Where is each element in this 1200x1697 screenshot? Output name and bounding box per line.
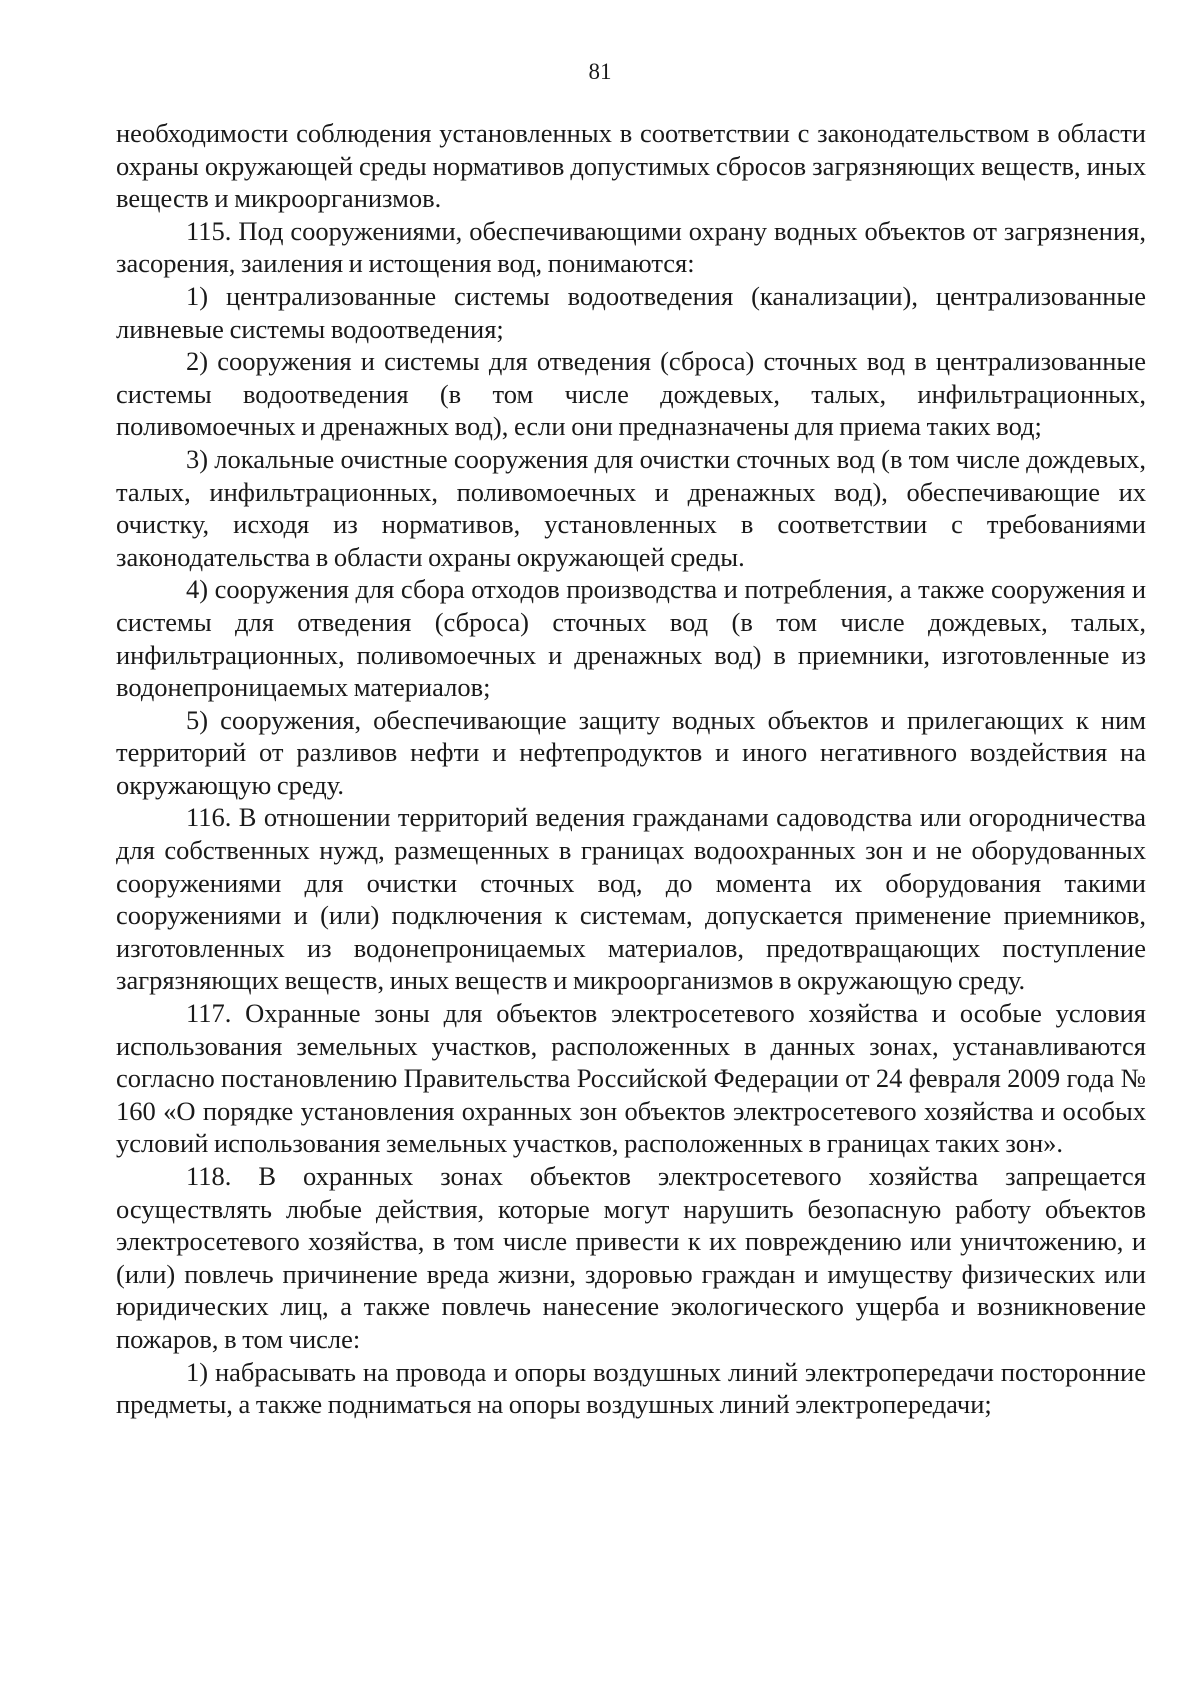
page-number: 81 [588, 59, 612, 84]
list-item-115-1: 1) централизованные системы водоотведения (канализации), централизованные ливневые системы водоотведения; [116, 280, 1146, 344]
list-item-115-3: 3) локальные очистные сооружения для очистки сточных вод (в том числе дождевых, талых, инфильтрационных, поливомоечных и дренажных вод), обеспечивающие их очистку, исходя из нормативов, установленных в соответствии с требованиями законодательства в области охраны окружающей среды. [116, 443, 1146, 572]
list-item-115-2: 2) сооружения и системы для отведения (сброса) сточных вод в централизованные системы водоотведения (в том числе дождевых, талых, инфильтрационных, поливомоечных и дренажных вод), если они предназначены для приема таких вод; [116, 346, 1146, 442]
paragraph-clause-117: 117. Охранные зоны для объектов электросетевого хозяйства и особые условия использования земельных участков, расположенных в данных зонах, устанавливаются согласно постановлению Правительства Российской Федерации от 24 февраля 2009 года № 160 «О порядке установления охранных зон объектов электросетевого хозяйства и особых условий использования земельных участков, расположенных в границах таких зон». [116, 998, 1146, 1159]
paragraph-continuation: необходимости соблюдения установленных в соответствии с законодательством в области охраны окружающей среды нормативов допустимых сбросов загрязняющих веществ, иных веществ и микроорганизмов. [116, 118, 1146, 214]
document-body [116, 117, 1146, 1421]
list-item-118-1: 1) набрасывать на провода и опоры воздушных линий электропередачи посторонние предметы, а также подниматься на опоры воздушных линий электропередачи; [116, 1356, 1146, 1420]
list-item-115-5: 5) сооружения, обеспечивающие защиту водных объектов и прилегающих к ним территорий от разливов нефти и нефтепродуктов и иного негативного воздействия на окружающую среду. [116, 704, 1146, 800]
paragraph-clause-116: 116. В отношении территорий ведения гражданами садоводства или огородничества для собственных нужд, размещенных в границах водоохранных зон и не оборудованных сооружениями для очистки сточных вод, до момента их оборудования такими сооружениями и (или) подключения к системам, допускается применение приемников, изготовленных из водонепроницаемых материалов, предотвращающих поступление загрязняющих веществ, иных веществ и микроорганизмов в окружающую среду. [116, 802, 1146, 996]
paragraph-clause-118: 118. В охранных зонах объектов электросетевого хозяйства запрещается осуществлять любые действия, которые могут нарушить безопасную работу объектов электросетевого хозяйства, в том числе привести к их повреждению или уничтожению, и (или) повлечь причинение вреда жизни, здоровью граждан и имуществу физических или юридических лиц, а также повлечь нанесение экологического ущерба и возникновение пожаров, в том числе: [116, 1161, 1146, 1354]
paragraph-clause-115: 115. Под сооружениями, обеспечивающими охрану водных объектов от загрязнения, засорения, заиления и истощения вод, понимаются: [116, 215, 1146, 279]
list-item-115-4: 4) сооружения для сбора отходов производства и потребления, а также сооружения и системы для отведения (сброса) сточных вод (в том числе дождевых, талых, инфильтрационных, поливомоечных и дренажных вод) в приемники, изготовленные из водонепроницаемых материалов; [116, 574, 1146, 703]
